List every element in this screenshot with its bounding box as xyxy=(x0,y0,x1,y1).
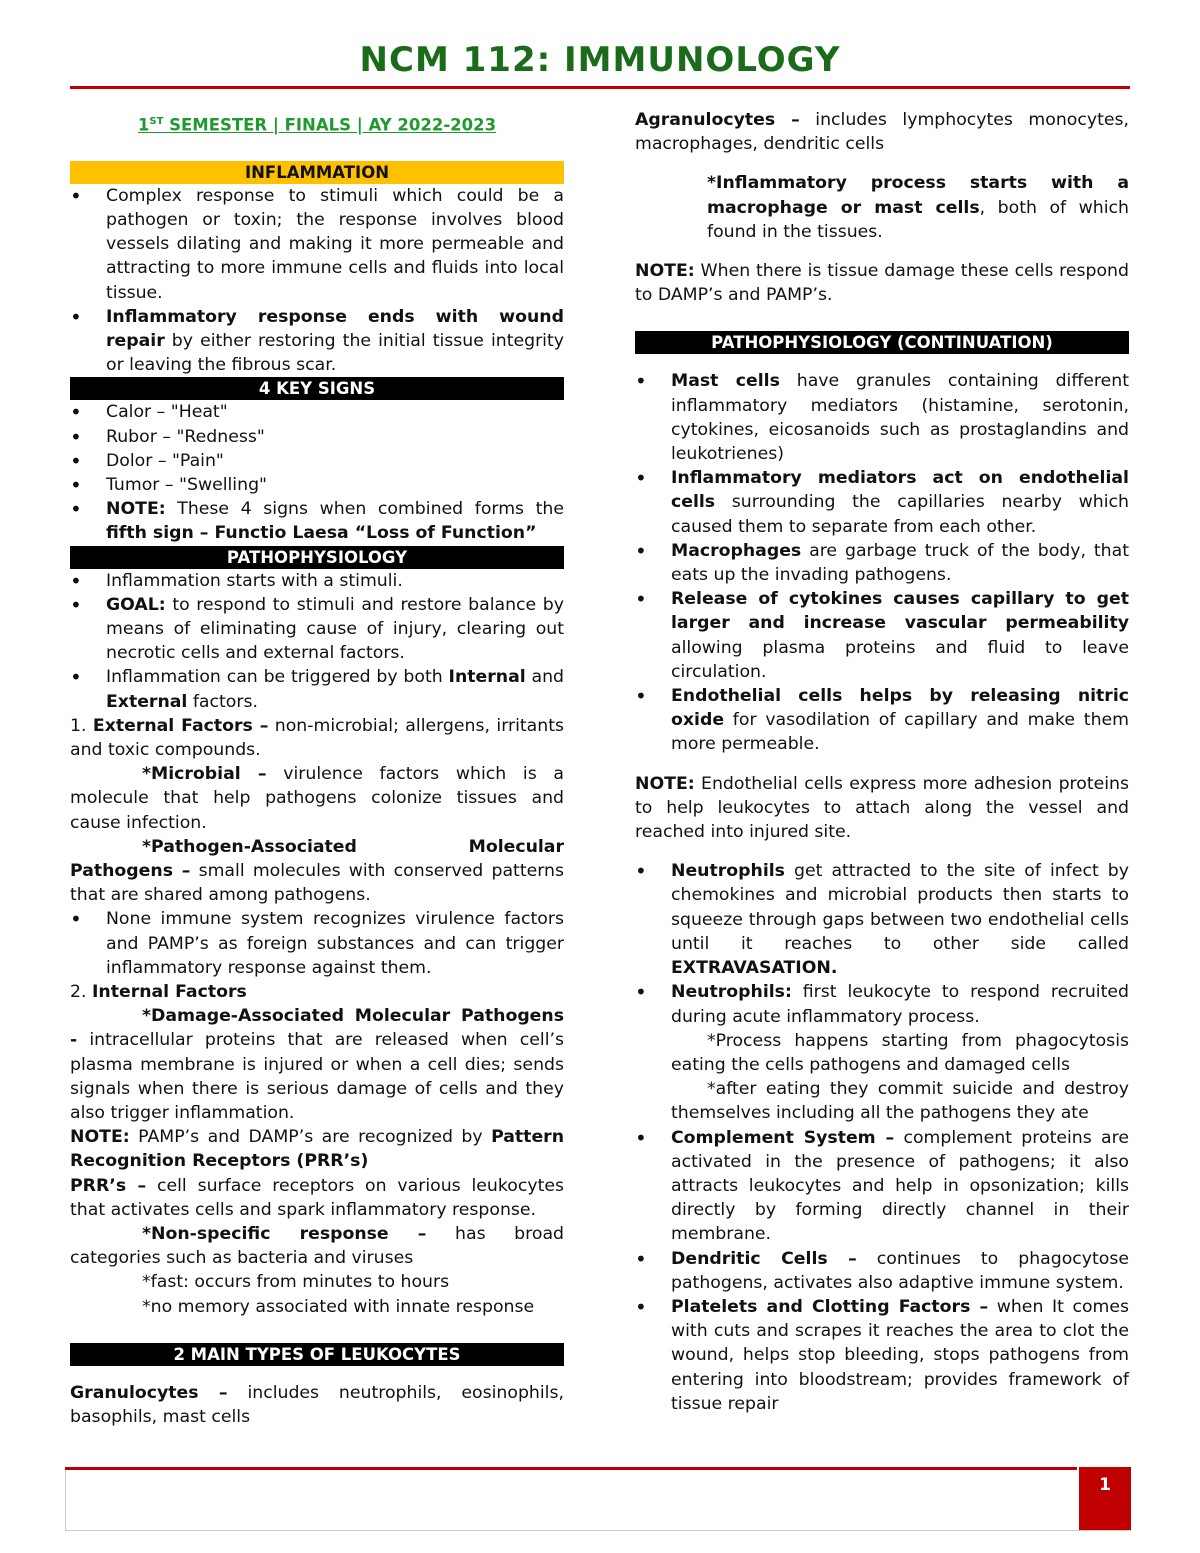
list-item: • Rubor – "Redness" xyxy=(70,425,564,449)
note-label: NOTE: xyxy=(106,499,166,520)
prr-definition xyxy=(70,1174,564,1222)
item-bold: Dendritic Cells – xyxy=(671,1248,857,1269)
section-heading-inflammation: INFLAMMATION xyxy=(70,161,564,184)
note-endothelial xyxy=(635,772,1129,845)
fast-note: *fast: occurs from minutes to hours xyxy=(142,1272,450,1293)
note-prr xyxy=(70,1125,564,1173)
after-eating-sub-note xyxy=(635,1077,1129,1125)
list-item xyxy=(635,980,1129,1028)
cell-response-list xyxy=(635,859,1129,1028)
list-item xyxy=(70,497,564,545)
nonspecific-paragraph xyxy=(70,1222,564,1270)
list-item xyxy=(635,369,1129,466)
item-bold: Mast cells xyxy=(671,371,780,392)
item-text: to respond to stimuli and restore balance by means of eliminating cause of injury, clearing out necrotic cells and external factors. xyxy=(106,594,564,664)
item-bold: *Microbial – xyxy=(142,764,267,785)
item-number: 1. xyxy=(70,715,93,736)
item-bold: Internal Factors xyxy=(91,982,247,1002)
list-item: • Calor – "Heat" xyxy=(70,400,564,424)
item-bold: Complement System – xyxy=(671,1127,895,1148)
item-text: for vasodilation of capillary and make them more permeable. xyxy=(671,710,1129,755)
item-text: have granules containing different inflammatory mediators (histamine, serotonin, cytokines, eicosanoids such as prostaglandins and leukotrienes) xyxy=(671,371,1129,465)
footer-edge xyxy=(1077,1530,1131,1531)
item-text: non-microbial; allergens, irritants and toxic compounds. xyxy=(70,715,564,760)
item-bold: External xyxy=(106,691,188,712)
note-label: NOTE: xyxy=(635,773,695,794)
item-bold: Agranulocytes – xyxy=(635,110,800,130)
item-text: intracellular proteins that are released when cell’s plasma membrane is injured or when a cell dies; sends signals when there is serious damage of cells and they also trigger inflammation. xyxy=(70,1030,564,1124)
no-memory-note: *no memory associated with innate response xyxy=(142,1296,535,1317)
internal-factors xyxy=(70,980,564,1004)
item-text: Inflammation can be triggered by both xyxy=(106,667,449,688)
inflammatory-process-paragraph xyxy=(635,171,1129,244)
inflammation-list xyxy=(70,184,564,378)
item-text: These 4 signs when combined forms the xyxy=(165,499,564,520)
pathophysiology-continuation-list xyxy=(635,369,1129,756)
goal-label: GOAL: xyxy=(106,594,166,615)
section-heading-key-signs: 4 KEY SIGNS xyxy=(70,377,564,400)
item-bold: External Factors – xyxy=(92,715,269,736)
item-text: first leukocyte to respond recruited during acute inflammatory process. xyxy=(671,982,1129,1027)
cell-response-list-2 xyxy=(635,1126,1129,1416)
list-item: • Tumor – "Swelling" xyxy=(70,473,564,497)
right-column xyxy=(635,108,1129,1416)
list-item xyxy=(635,1126,1129,1247)
item-text: and xyxy=(525,667,564,688)
item-text: factors. xyxy=(187,691,258,712)
item-bold: Macrophages xyxy=(671,540,802,561)
item-bold: PRR’s – xyxy=(70,1175,147,1196)
list-item xyxy=(70,665,564,713)
item-text: includes neutrophils, eosinophils, basophils, mast cells xyxy=(70,1382,564,1428)
process-sub-note xyxy=(635,1029,1129,1077)
item-bold: Platelets and Clotting Factors – xyxy=(671,1296,989,1317)
list-item: • None immune system recognizes virulence factors and PAMP’s as foreign substances and can trigger inflammatory response against them. xyxy=(70,907,564,980)
item-text: cell surface receptors on various leukocytes that activates cells and spark inflammatory response. xyxy=(70,1175,564,1220)
section-heading-pathophysiology: PATHOPHYSIOLOGY xyxy=(70,546,564,569)
section-heading-leukocytes: 2 MAIN TYPES OF LEUKOCYTES xyxy=(70,1343,564,1366)
list-item xyxy=(635,587,1129,684)
item-text: virulence factors which is a molecule that help pathogens colonize tissues and cause infection. xyxy=(70,764,564,833)
list-item: • Dolor – "Pain" xyxy=(70,449,564,473)
item-text: are garbage truck of the body, that eats up the invading pathogens. xyxy=(671,540,1129,586)
section-heading-pathophysiology-continuation: PATHOPHYSIOLOGY (CONTINUATION) xyxy=(635,331,1129,354)
item-text: When there is tissue damage these cells respond to DAMP’s and PAMP’s. xyxy=(635,261,1129,306)
microbial-paragraph xyxy=(70,762,564,835)
list-item xyxy=(70,184,564,305)
item-bold: *Damage-Associated Molecular Pathogens - xyxy=(70,1006,564,1051)
item-bold: Neutrophils: xyxy=(671,982,792,1003)
item-text: surrounding the capillaries nearby which caused them to separate from each other. xyxy=(671,492,1129,537)
item-bold: Inflammatory response ends with wound repair xyxy=(106,306,564,351)
list-item xyxy=(635,1295,1129,1416)
item-text: get attracted to the site of infect by chemokines and microbial products then starts to squeeze through gaps between two endothelial cells until it reaches to other side called xyxy=(671,861,1129,954)
page-number: 1 xyxy=(1079,1467,1131,1530)
note-label: NOTE: xyxy=(70,1127,130,1148)
list-item xyxy=(635,539,1129,587)
item-text: continues to phagocytose pathogens, activates also adaptive immune system. xyxy=(671,1248,1129,1293)
item-text: *after eating they commit suicide and destroy themselves including all the pathogens they ate xyxy=(671,1079,1129,1124)
list-item xyxy=(635,1247,1129,1295)
item-text: by either restoring the initial tissue integrity or leaving the fibrous scar. xyxy=(106,330,564,376)
item-bold: EXTRAVASATION. xyxy=(671,958,838,979)
item-number: 2. xyxy=(70,982,92,1002)
item-text: complement proteins are activated in the presence of pathogens; it also attracts leukocytes and help in opsonization; kills directly by forming directly channel in their membrane. xyxy=(671,1127,1129,1245)
list-item xyxy=(635,859,1129,980)
pamp-paragraph xyxy=(70,835,564,908)
item-bold: Release of cytokines causes capillary to get larger and increase vascular permeability xyxy=(671,589,1129,634)
item-bold: Internal xyxy=(448,667,526,688)
item-text: , both of which found in the tissues. xyxy=(707,197,1129,242)
external-factors xyxy=(70,714,564,762)
list-item xyxy=(635,684,1129,757)
pamp-list xyxy=(70,907,564,980)
item-text: Complex response to stimuli which could be a pathogen or toxin; the response involves blood vessels dilating and making it more permeable and attracting to more immune cells and fluids into local tissue. xyxy=(106,185,564,303)
item-bold: *Pathogen-Associated Molecular Pathogens – xyxy=(70,836,564,881)
item-bold: Pattern Recognition Receptors (PRR’s) xyxy=(70,1127,564,1172)
footer-box xyxy=(65,1470,1078,1531)
item-text: allowing plasma proteins and fluid to leave circulation. xyxy=(671,637,1129,682)
list-item xyxy=(635,466,1129,539)
list-item xyxy=(70,305,564,378)
item-bold: fifth sign – Functio Laesa “Loss of Function” xyxy=(106,523,537,544)
list-item: • Inflammation starts with a stimuli. xyxy=(70,569,564,593)
granulocytes-paragraph xyxy=(70,1381,564,1429)
item-text: PAMP’s and DAMP’s are recognized by xyxy=(129,1127,492,1148)
item-text: includes lymphocytes monocytes, macrophages, dendritic cells xyxy=(635,110,1129,155)
semester-text: SEMESTER | FINALS | AY 2022-2023 xyxy=(163,115,497,135)
title-divider xyxy=(70,86,1130,89)
item-bold: *Non-specific response – xyxy=(142,1224,427,1245)
item-text: Endothelial cells express more adhesion proteins to help leukocytes to attach along the vessel and reached into injured site. xyxy=(635,773,1129,843)
damp-paragraph xyxy=(70,1004,564,1125)
item-bold: Neutrophils xyxy=(671,861,785,882)
note-label: NOTE: xyxy=(635,261,695,282)
semester-line xyxy=(70,110,564,138)
item-bold: Inflammatory mediators act on endothelial cells xyxy=(671,468,1129,513)
item-text: *Process happens starting from phagocytosis eating the cells pathogens and damaged cells xyxy=(671,1030,1129,1075)
item-text: small molecules with conserved patterns that are shared among pathogens. xyxy=(70,860,564,906)
key-signs-list xyxy=(70,400,564,545)
item-text: when It comes with cuts and scrapes it reaches the area to clot the wound, helps stop bleeding, stops pathogens from entering into bloodstream; provides framework of tissue repair xyxy=(671,1296,1130,1414)
item-bold: Endothelial cells helps by releasing nitric oxide xyxy=(671,686,1129,731)
left-column xyxy=(70,108,564,1429)
item-bold: *Inflammatory process starts with a macrophage or mast cells xyxy=(707,173,1129,218)
item-text: has broad categories such as bacteria and viruses xyxy=(70,1224,564,1269)
item-bold: Granulocytes – xyxy=(70,1382,228,1403)
semester-number: 1 xyxy=(137,115,150,135)
semester-suffix: ST xyxy=(149,116,164,127)
note-tissue-damage xyxy=(635,259,1129,307)
pathophysiology-list xyxy=(70,569,564,714)
list-item xyxy=(70,593,564,666)
agranulocytes-paragraph xyxy=(635,108,1129,156)
page-title: NCM 112: IMMUNOLOGY xyxy=(359,40,841,80)
